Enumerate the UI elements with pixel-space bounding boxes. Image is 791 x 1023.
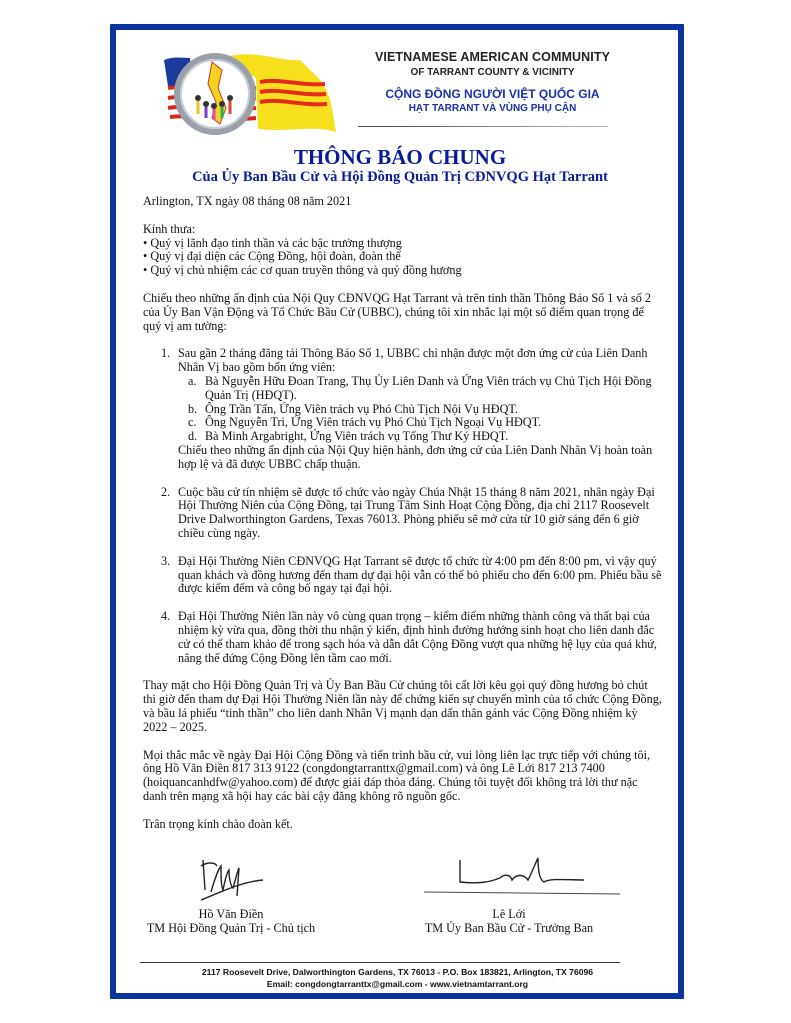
signer-title: TM Ủy Ban Bầu Cử - Trưởng Ban <box>424 921 594 935</box>
salutation-heading: Kính thưa: <box>143 221 196 236</box>
candidate-letter: b. <box>188 401 198 416</box>
contact-paragraph: Mọi thắc mắc về ngày Đại Hội Cộng Đồng và tiến trình bầu cử, vui lòng liên lạc trực tiếp với chúng tôi, ông Hồ Văn Điền 817 313 9122 (congdongtarranttx@gmail.com) và ông Lê Lới 817 213 7400 (hoiquancanhdfw@yahoo.com) để được giải đáp thỏa đáng. Chúng tôi tuyệt đối không trả lời thư nặc danh trên mạng xã hội hay các bài cậy đăng không rõ nguồn gốc. <box>143 747 651 803</box>
point-number: 2. <box>161 484 171 499</box>
point-item <box>143 610 663 665</box>
handwritten-signature-icon <box>181 852 281 907</box>
organization-header <box>360 50 625 114</box>
point-text: Sau gần 2 tháng đăng tải Thông Báo Số 1, UBBC chỉ nhận được một đơn ứng cử của Liên Danh Nhân Vị bao gồm bốn ứng viên: <box>178 346 648 375</box>
point-item <box>143 555 663 596</box>
letter-body <box>143 195 663 831</box>
point-text: Đại Hội Thường Niên CĐNVQG Hạt Tarrant sẽ được tổ chức từ 4:00 pm đến 8:00 pm, vì vậy quý quan khách và đồng hương đến tham dự đại hội vẫn có thể bỏ phiếu cho đến 6:00 pm. Phiếu bầu sẽ được kiểm đếm và công bố ngay tại đại hội. <box>178 553 662 596</box>
document-title <box>140 146 660 186</box>
point-item <box>143 347 663 471</box>
candidate-item <box>178 375 663 403</box>
intro-paragraph: Chiếu theo những ấn định của Nội Quy CĐNVQG Hạt Tarrant và trên tinh thần Thông Báo Số 1 và số 2 của Ủy Ban Vận Động và Tổ Chức Bầu Cử (UBBC), chúng tôi xin nhắc lại một số điểm quan trọng để quý vị am tường: <box>143 290 651 333</box>
appeal-paragraph: Thay mặt cho Hội Đồng Quản Trị và Ủy Ban Bầu Cử chúng tôi cất lời kêu gọi quý đồng hương bỏ chút thì giờ đến tham dự Đại Hội Thường Niên lần này để chứng kiến sự chuyển mình của tổ chức Cộng Đồng, và bầu lá phiếu “tinh thần” cho liên danh Nhân Vị mạnh dạn dấn thân gánh vác Cộng Đồng nhiệm kỳ 2022 – 2025. <box>143 678 662 734</box>
candidate-item <box>178 430 663 444</box>
point-number: 4. <box>161 609 171 624</box>
footer <box>120 966 675 990</box>
point-text: Cuộc bầu cử tín nhiệm sẽ được tổ chức vào ngày Chúa Nhật 15 tháng 8 năm 2021, nhân ngày Đại Hội Thường Niên của Cộng Đồng, tại Trung Tâm Sinh Hoạt Cộng Đồng, địa chỉ 2117 Roosevelt Drive Dalworthington Gardens, Texas 76013. Phòng phiếu sẽ mở cửa từ 10 giờ sáng đến 6 giờ chiều cùng ngày. <box>178 484 655 540</box>
date-line: Arlington, TX ngày 08 tháng 08 năm 2021 <box>143 194 352 208</box>
org-region-en: OF TARRANT COUNTY & VICINITY <box>410 67 575 78</box>
flags-emblem-icon <box>160 48 340 138</box>
candidate-text: Ông Trần Tấn, Ứng Viên trách vụ Phó Chủ Tịch Nội Vụ HĐQT. <box>205 401 518 416</box>
candidate-letter: d. <box>188 429 198 444</box>
flags-emblem-logo <box>160 48 340 138</box>
footer-contact: Email: congdongtarranttx@gmail.com - www.vietnamtarrant.org <box>266 979 529 989</box>
points-list <box>143 347 663 665</box>
salutation-item: • Quý vị đại diện các Cộng Đồng, hội đoàn, đoàn thể <box>143 249 401 264</box>
signature-block <box>420 852 598 935</box>
point-item <box>143 486 663 541</box>
org-region-vi: HẠT TARRANT VÀ VÙNG PHỤ CẬN <box>408 103 577 114</box>
candidate-item <box>178 416 663 430</box>
candidate-letter: c. <box>188 415 197 430</box>
header-divider <box>358 126 608 127</box>
signer-name: Hồ Văn Điền <box>198 907 264 921</box>
salutation-item: • Quý vị chủ nhiệm các cơ quan truyền thông và quý đồng hương <box>143 263 462 278</box>
candidate-text: Bà Minh Argabright, Ứng Viên trách vụ Tổng Thư Ký HĐQT. <box>205 429 509 444</box>
org-name-en: VIETNAMESE AMERICAN COMMUNITY <box>374 50 611 64</box>
footer-divider <box>140 962 620 963</box>
footer-address: 2117 Roosevelt Drive, Dalworthington Gardens, TX 76013 - P.O. Box 183821, Arlington, TX 76096 <box>201 967 594 977</box>
signer-name: Lê Lới <box>492 907 526 921</box>
org-name-vi: CỘNG ĐỒNG NGƯỜI VIỆT QUỐC GIA <box>385 87 600 101</box>
signature-block <box>143 852 319 935</box>
candidate-text: Ông Nguyễn Tri, Ứng Viên trách vụ Phó Chủ Tịch Ngoại Vụ HĐQT. <box>205 415 542 430</box>
candidate-item <box>178 403 663 417</box>
handwritten-signature-icon <box>420 852 620 907</box>
point-number: 1. <box>161 346 171 361</box>
title-main: THÔNG BÁO CHUNG <box>293 145 507 169</box>
candidate-letter: a. <box>188 373 197 388</box>
point-number: 3. <box>161 553 171 568</box>
closing-line: Trân trọng kính chào đoàn kết. <box>143 816 293 831</box>
signer-title: TM Hội Đồng Quản Trị - Chủ tịch <box>146 921 316 935</box>
point-after-text: Chiếu theo những ấn định của Nội Quy hiện hành, đơn ứng cử của Liên Danh Nhân Vị hoàn toàn hợp lệ và đã được UBBC chấp thuận. <box>178 442 653 471</box>
candidate-text: Bà Nguyễn Hữu Đoan Trang, Thụ Ủy Liên Danh và Ứng Viên trách vụ Chủ Tịch Hội Đồng Quản Trị (HĐQT). <box>205 373 652 402</box>
salutation-item: • Quý vị lãnh đạo tinh thần và các bậc trưởng thượng <box>143 235 402 250</box>
title-sub: Của Ủy Ban Bầu Cử và Hội Đồng Quản Trị CĐNVQG Hạt Tarrant <box>192 169 608 185</box>
point-text: Đại Hội Thường Niên lần này vô cùng quan trọng – kiểm điểm những thành công và thất bại của nhiệm kỳ vừa qua, đồng thời thu nhận ý kiến, định hình đường hướng sinh hoạt cho liên danh đắc cử có thể tham khảo để trong sạch hóa và dẫn dắt Cộng Đồng vượt qua những hệ lụy của quá khứ, nâng thế đứng Cộng Đồng lên tầm cao mới. <box>178 609 657 665</box>
